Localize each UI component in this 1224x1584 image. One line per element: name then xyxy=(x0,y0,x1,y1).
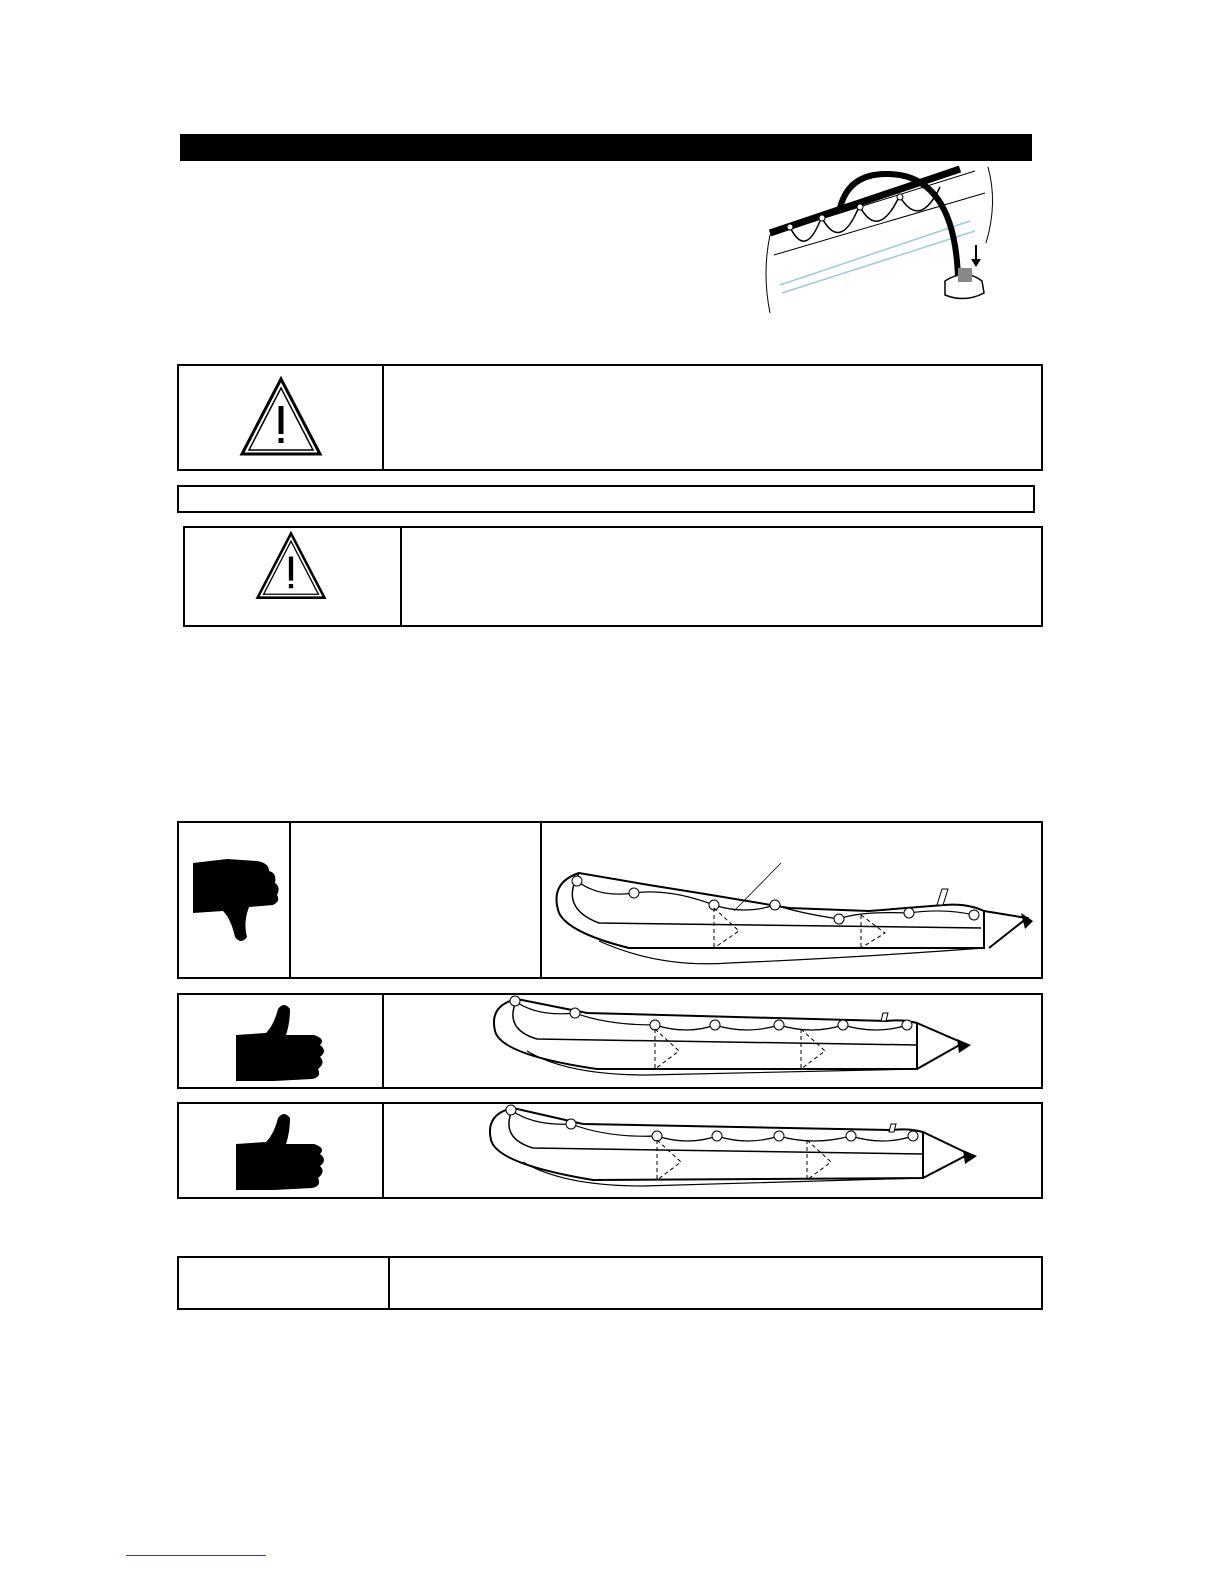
state-caption-1 xyxy=(301,833,531,969)
underinflated-boat-illustration xyxy=(549,853,1039,973)
state-divider xyxy=(289,823,291,977)
state-divider xyxy=(540,823,542,977)
note-bar xyxy=(177,485,1035,513)
warning-box-1 xyxy=(177,364,1043,471)
bottom-info-table xyxy=(177,1256,1043,1310)
warning-text-2 xyxy=(413,538,1023,618)
warning-box-divider xyxy=(400,528,402,625)
section-header-bar xyxy=(180,134,1032,161)
warning-triangle-icon xyxy=(239,376,323,458)
inflation-state-incorrect xyxy=(177,821,1043,979)
state-divider xyxy=(382,1104,384,1197)
thumbs-up-icon xyxy=(234,1112,328,1194)
thumbs-down-icon xyxy=(191,857,281,943)
warning-box-divider xyxy=(382,366,384,469)
warning-triangle-icon xyxy=(255,530,327,602)
fully-inflated-boat-illustration xyxy=(483,1104,983,1198)
inflation-state-correct-2 xyxy=(177,1102,1043,1199)
state-divider xyxy=(382,995,384,1087)
pump-valve-illustration xyxy=(760,163,1000,318)
warning-text-1 xyxy=(394,376,1024,460)
table-divider xyxy=(388,1258,390,1308)
footer-rule xyxy=(126,1555,266,1556)
table-text xyxy=(401,1266,1031,1302)
inflation-state-correct-1 xyxy=(177,993,1043,1089)
correctly-inflated-boat-illustration xyxy=(487,995,979,1087)
thumbs-up-icon xyxy=(234,1003,328,1085)
table-label xyxy=(187,1266,382,1302)
warning-box-2 xyxy=(183,526,1043,627)
